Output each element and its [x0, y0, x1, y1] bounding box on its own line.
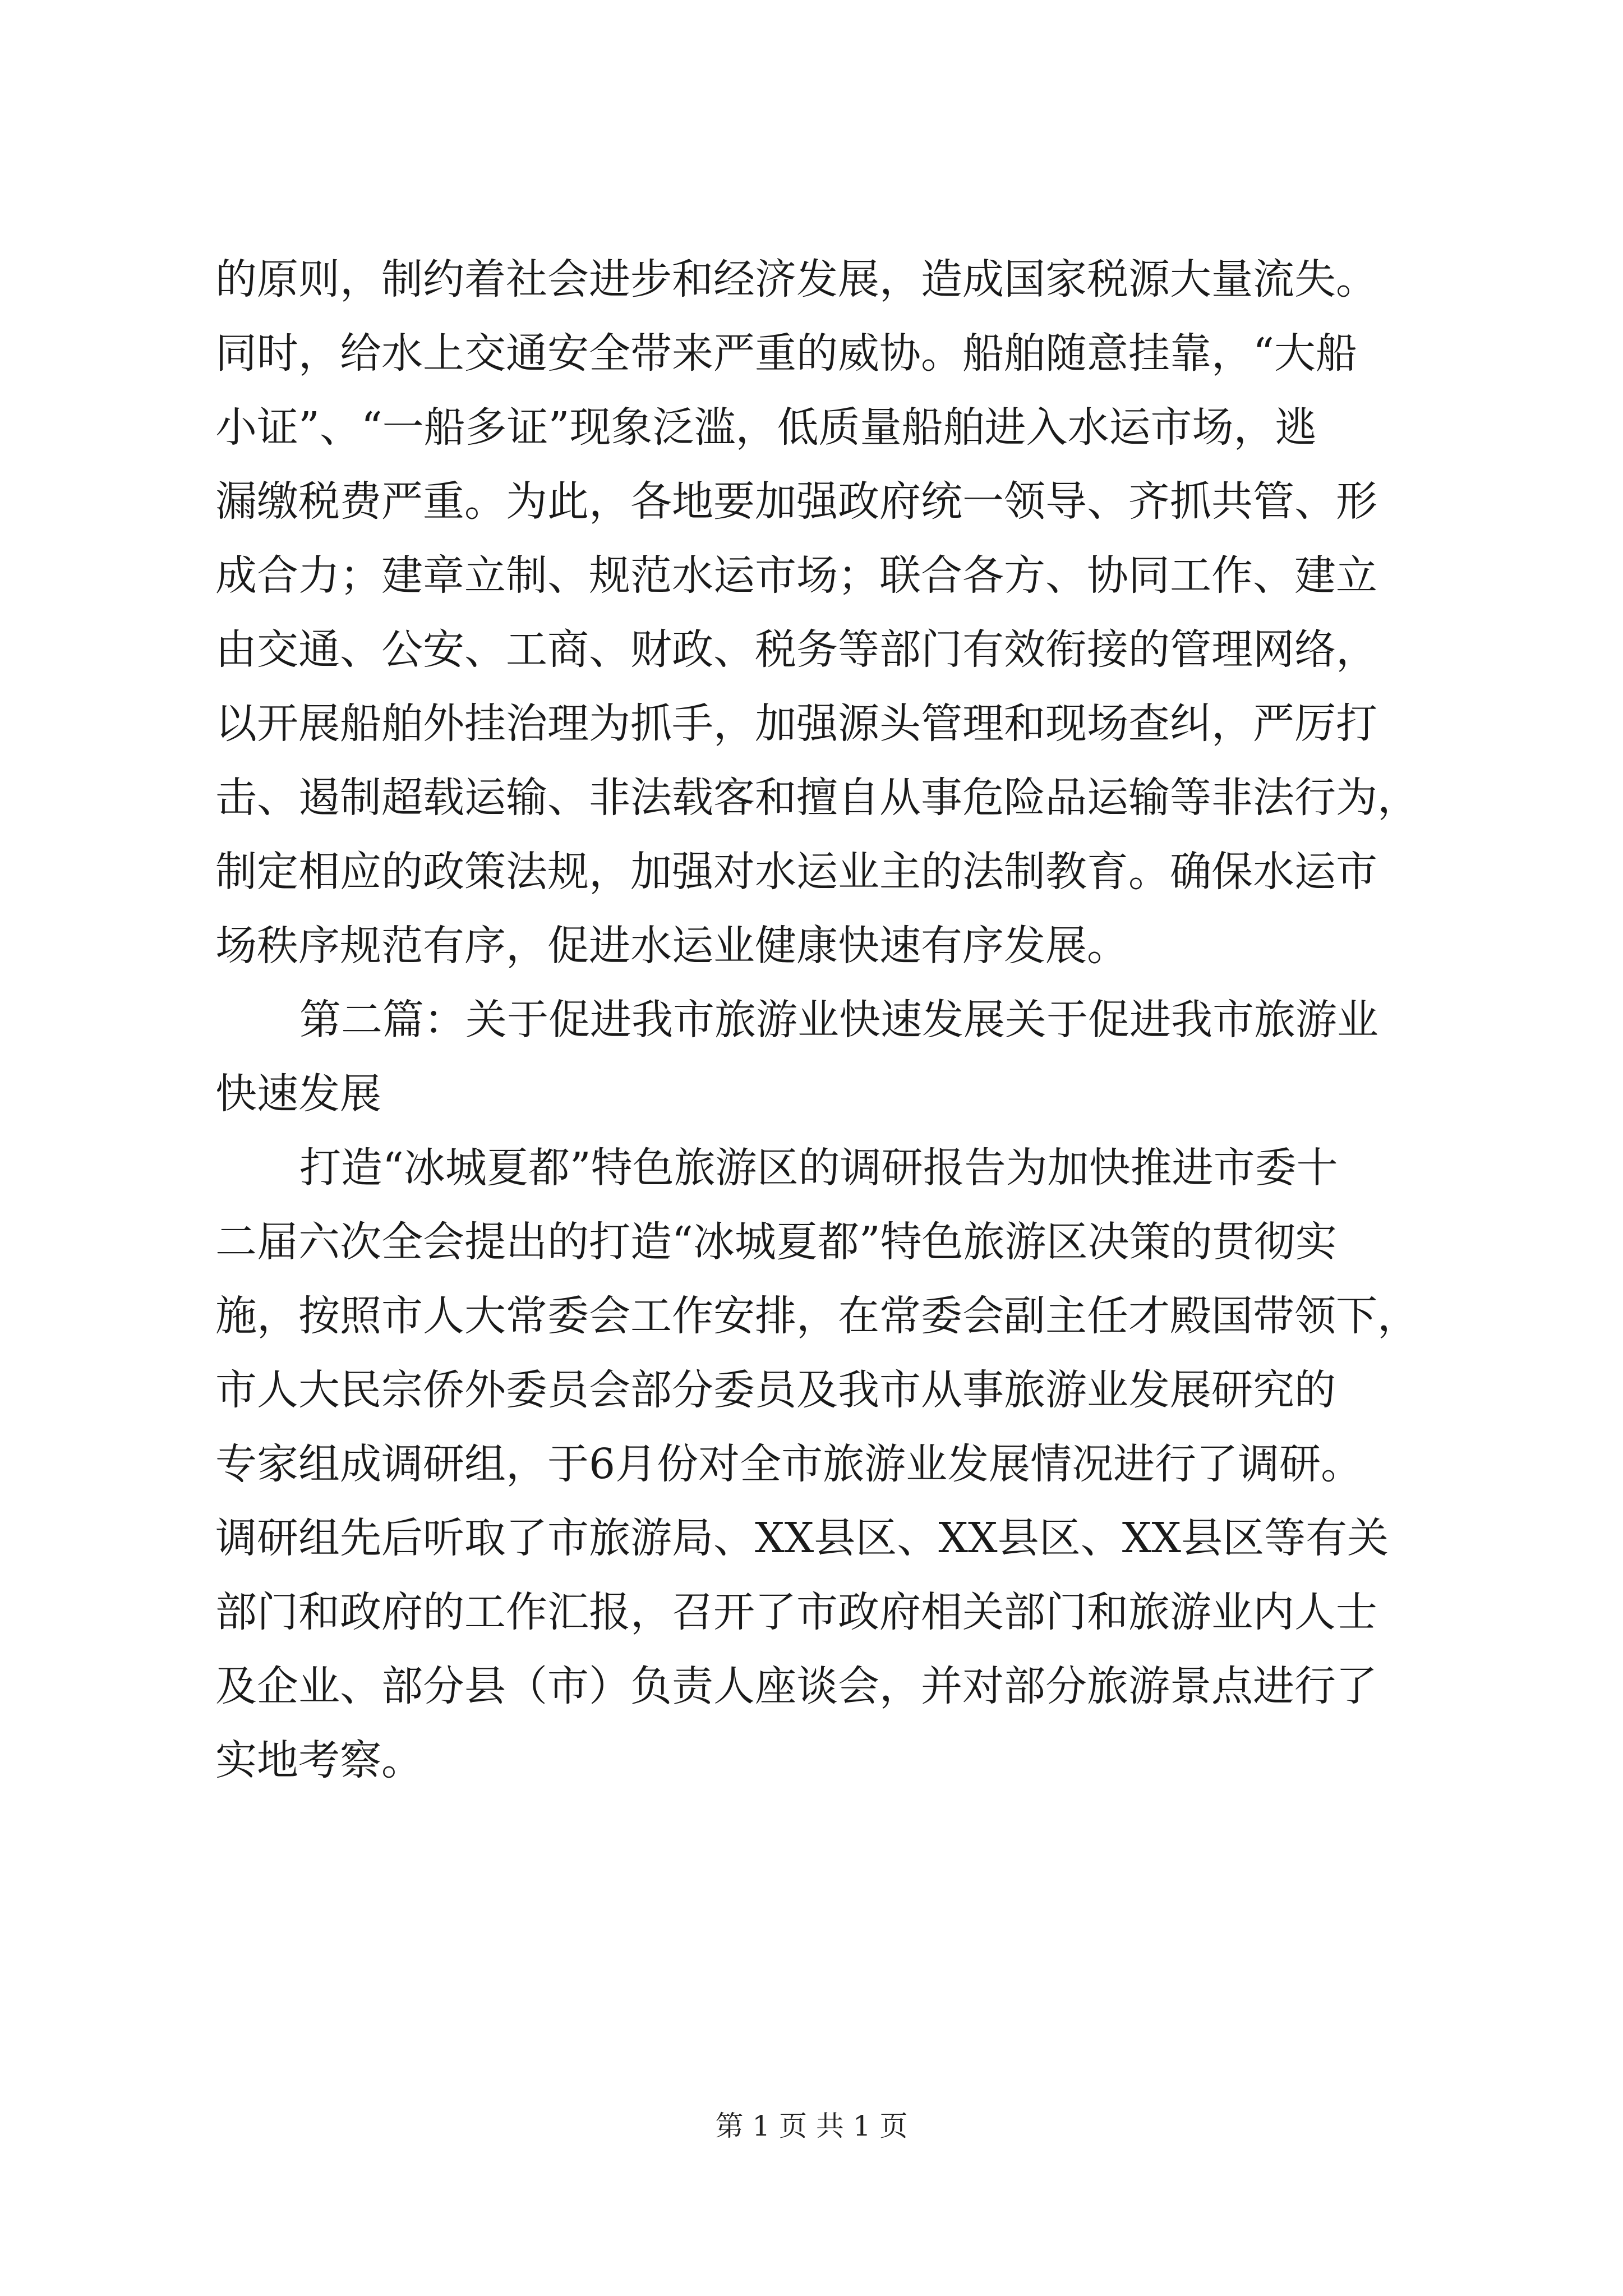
text-line: 打造“冰城夏都”特色旅游区的调研报告为加快推进市委十 — [299, 1144, 1338, 1192]
text-line: 以开展船舶外挂治理为抓手，加强源头管理和现场查纠，严厉打 — [215, 700, 1377, 748]
text-line: 同时，给水上交通安全带来严重的威协。船舶随意挂靠，“大船 — [215, 329, 1357, 378]
page-number-label: 第 1 页 共 1 页 — [715, 2110, 908, 2142]
text-line: 二届六次全会提出的打造“冰城夏都”特色旅游区决策的贯彻实 — [215, 1218, 1337, 1266]
text-line: 由交通、公安、工商、财政、税务等部门有效衔接的管理网络， — [215, 625, 1377, 674]
text-line: 实地考察。 — [215, 1736, 423, 1784]
text-line: 击、遏制超载运输、非法载客和擅自从事危险品运输等非法行为， — [215, 774, 1419, 822]
text-line: 专家组成调研组，于6月份对全市旅游业发展情况进行了调研。 — [215, 1440, 1363, 1488]
text-line: 市人大民宗侨外委员会部分委员及我市从事旅游业发展研究的 — [215, 1366, 1336, 1414]
text-line: 调研组先后听取了市旅游局、XX县区、XX县区、XX县区等有关 — [215, 1514, 1389, 1562]
text-line: 场秩序规范有序，促进水运业健康快速有序发展。 — [215, 922, 1128, 970]
text-line: 制定相应的政策法规，加强对水运业主的法制教育。确保水运市 — [215, 848, 1377, 896]
text-line: 部门和政府的工作汇报，召开了市政府相关部门和旅游业内人士 — [215, 1588, 1377, 1636]
text-line: 小证”、“一船多证”现象泛滥，低质量船舶进入水运市场，逃 — [215, 403, 1317, 452]
text-line: 及企业、部分县（市）负责人座谈会，并对部分旅游景点进行了 — [215, 1662, 1377, 1710]
document-body — [215, 242, 1421, 1797]
text-line: 漏缴税费严重。为此，各地要加强政府统一领导、齐抓共管、形 — [215, 477, 1377, 526]
section-heading-line: 快速发展 — [215, 1070, 381, 1118]
text-line: 成合力；建章立制、规范水运市场；联合各方、协同工作、建立 — [215, 551, 1377, 600]
text-line: 施，按照市人大常委会工作安排，在常委会副主任才殿国带领下， — [215, 1292, 1419, 1340]
text-line: 的原则，制约着社会进步和经济发展，造成国家税源大量流失。 — [215, 255, 1377, 303]
section-heading-line: 第二篇：关于促进我市旅游业快速发展关于促进我市旅游业 — [299, 996, 1378, 1044]
page-footer — [0, 2106, 1623, 2146]
